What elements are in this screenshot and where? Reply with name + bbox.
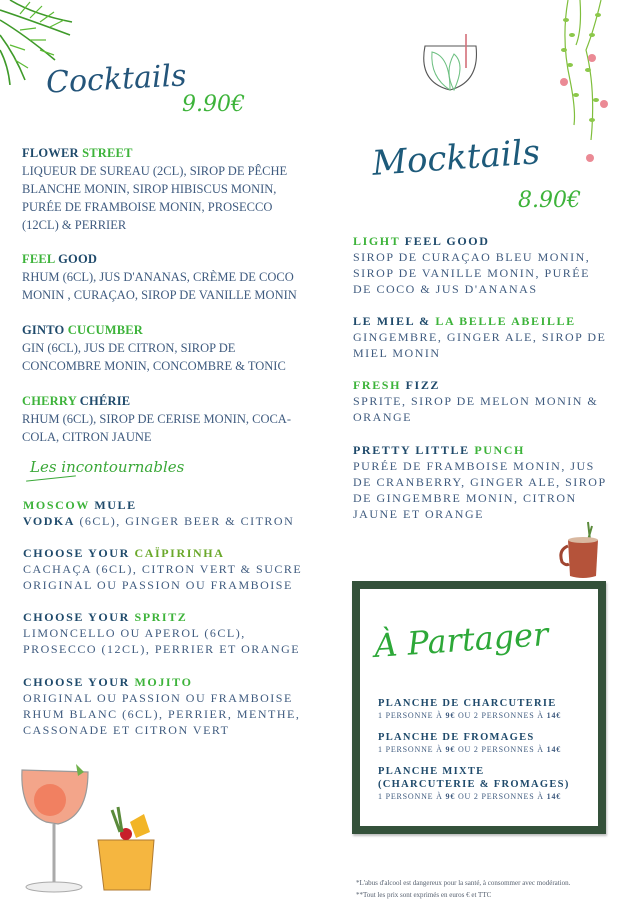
item-title: FEEL: [22, 252, 55, 266]
footer-disclaimer: *L'abus d'alcool est dangereux pour la santé, à consommer avec modération. **Tout les prix sont exprimés en euros € et TTC: [356, 879, 571, 899]
mocktails-title: Mocktails: [370, 132, 542, 184]
mocktail-item: PRETTY LITTLE PUNCH PURÉE DE FRAMBOISE MONIN, JUS DE CRANBERRY, GINGER ALE, SIROP DE GINGEMBRE MONIN, CITRON JAUNE ET ORANGE: [353, 443, 607, 521]
mocktail-item: FRESH FIZZ SPRITE, SIROP DE MELON MONIN & ORANGE: [353, 378, 599, 424]
copper-mug-illustration: [558, 520, 604, 580]
cocktails-title: Cocktails: [45, 58, 188, 101]
item-description: GIN (6CL), JUS DE CITRON, SIROP DE CONCOMBRE MONIN, CONCOMBRE & TONIC: [22, 341, 286, 373]
classic-item: CHOOSE YOUR CAÏPIRINHA CACHAÇA (6CL), CITRON VERT & SUCRE ORIGINAL OU PASSION OU FRAMBOISE: [23, 546, 303, 592]
hanging-vines-illustration: [556, 0, 626, 165]
item-description: LIQUEUR DE SUREAU (2CL), SIROP DE PÊCHE BLANCHE MONIN, SIROP HIBISCUS MONIN, PURÉE DE FRAMBOISE MONIN, PROSECCO (12CL) & PERRIER: [22, 164, 288, 232]
mocktail-item: LIGHT FEEL GOOD SIROP DE CURAÇAO BLEU MONIN, SIROP DE VANILLE MONIN, PURÉE DE COCO & JUS D'ANANAS: [353, 234, 591, 296]
item-description: RHUM (6CL), SIROP DE CERISE MONIN, COCA- COLA, CITRON JAUNE: [22, 412, 291, 444]
classic-item: CHOOSE YOUR MOJITO ORIGINAL OU PASSION OU FRAMBOISE RHUM BLANC (6CL), PERRIER, MENTHE, CASSONADE ET CITRON VERT: [23, 675, 301, 737]
cocktail-item: GINTO CUCUMBER GIN (6CL), JUS DE CITRON, SIROP DE CONCOMBRE MONIN, CONCOMBRE & TONIC: [22, 321, 322, 375]
item-title: GINTO: [22, 323, 65, 337]
incontournables-title: Les incontournables: [30, 458, 185, 476]
plate-item: PLANCHE MIXTE (CHARCUTERIE & FROMAGES) 1 PERSONNE À 9€ OU 2 PERSONNES À 14€: [378, 766, 570, 801]
mocktails-price: 8.90€: [518, 188, 581, 213]
cocktails-price: 9.90€: [182, 92, 245, 117]
incontournables-underline: [26, 475, 76, 481]
plate-item: PLANCHE DE FROMAGES 1 PERSONNE À 9€ OU 2 PERSONNES À 14€: [378, 732, 562, 754]
plate-item: PLANCHE DE CHARCUTERIE 1 PERSONNE À 9€ OU 2 PERSONNES À 14€: [378, 698, 562, 720]
classic-item: MOSCOW MULE VODKA (6CL), GINGER BEER & CITRON: [23, 498, 295, 528]
cocktail-item: FLOWER STREET LIQUEUR DE SUREAU (2CL), SIROP DE PÊCHE BLANCHE MONIN, SIROP HIBISCUS MONIN, PURÉE DE FRAMBOISE MONIN, PROSECCO (12CL) & PERRIER: [22, 144, 322, 234]
partager-title: À Partager: [372, 614, 550, 666]
glass-leaf-icon: [420, 32, 482, 92]
item-description: RHUM (6CL), JUS D'ANANAS, CRÈME DE COCO MONIN , CURAÇAO, SIROP DE VANILLE MONIN: [22, 270, 297, 302]
sharing-plates-panel: [352, 581, 606, 834]
item-title: FLOWER: [22, 146, 79, 160]
classic-item: CHOOSE YOUR SPRITZ LIMONCELLO OU APEROL (6CL), PROSECCO (12CL), PERRIER ET ORANGE: [23, 610, 301, 656]
cocktail-item: CHERRY CHÉRIE RHUM (6CL), SIROP DE CERISE MONIN, COCA- COLA, CITRON JAUNE: [22, 392, 322, 446]
cocktail-item: FEEL GOOD RHUM (6CL), JUS D'ANANAS, CRÈME DE COCO MONIN , CURAÇAO, SIROP DE VANILLE MONIN: [22, 250, 322, 304]
mocktail-item: LE MIEL & LA BELLE ABEILLE GINGEMBRE, GINGER ALE, SIROP DE MIEL MONIN: [353, 314, 607, 360]
item-title: CHERRY: [22, 394, 77, 408]
cocktail-glasses-illustration: [18, 762, 158, 897]
